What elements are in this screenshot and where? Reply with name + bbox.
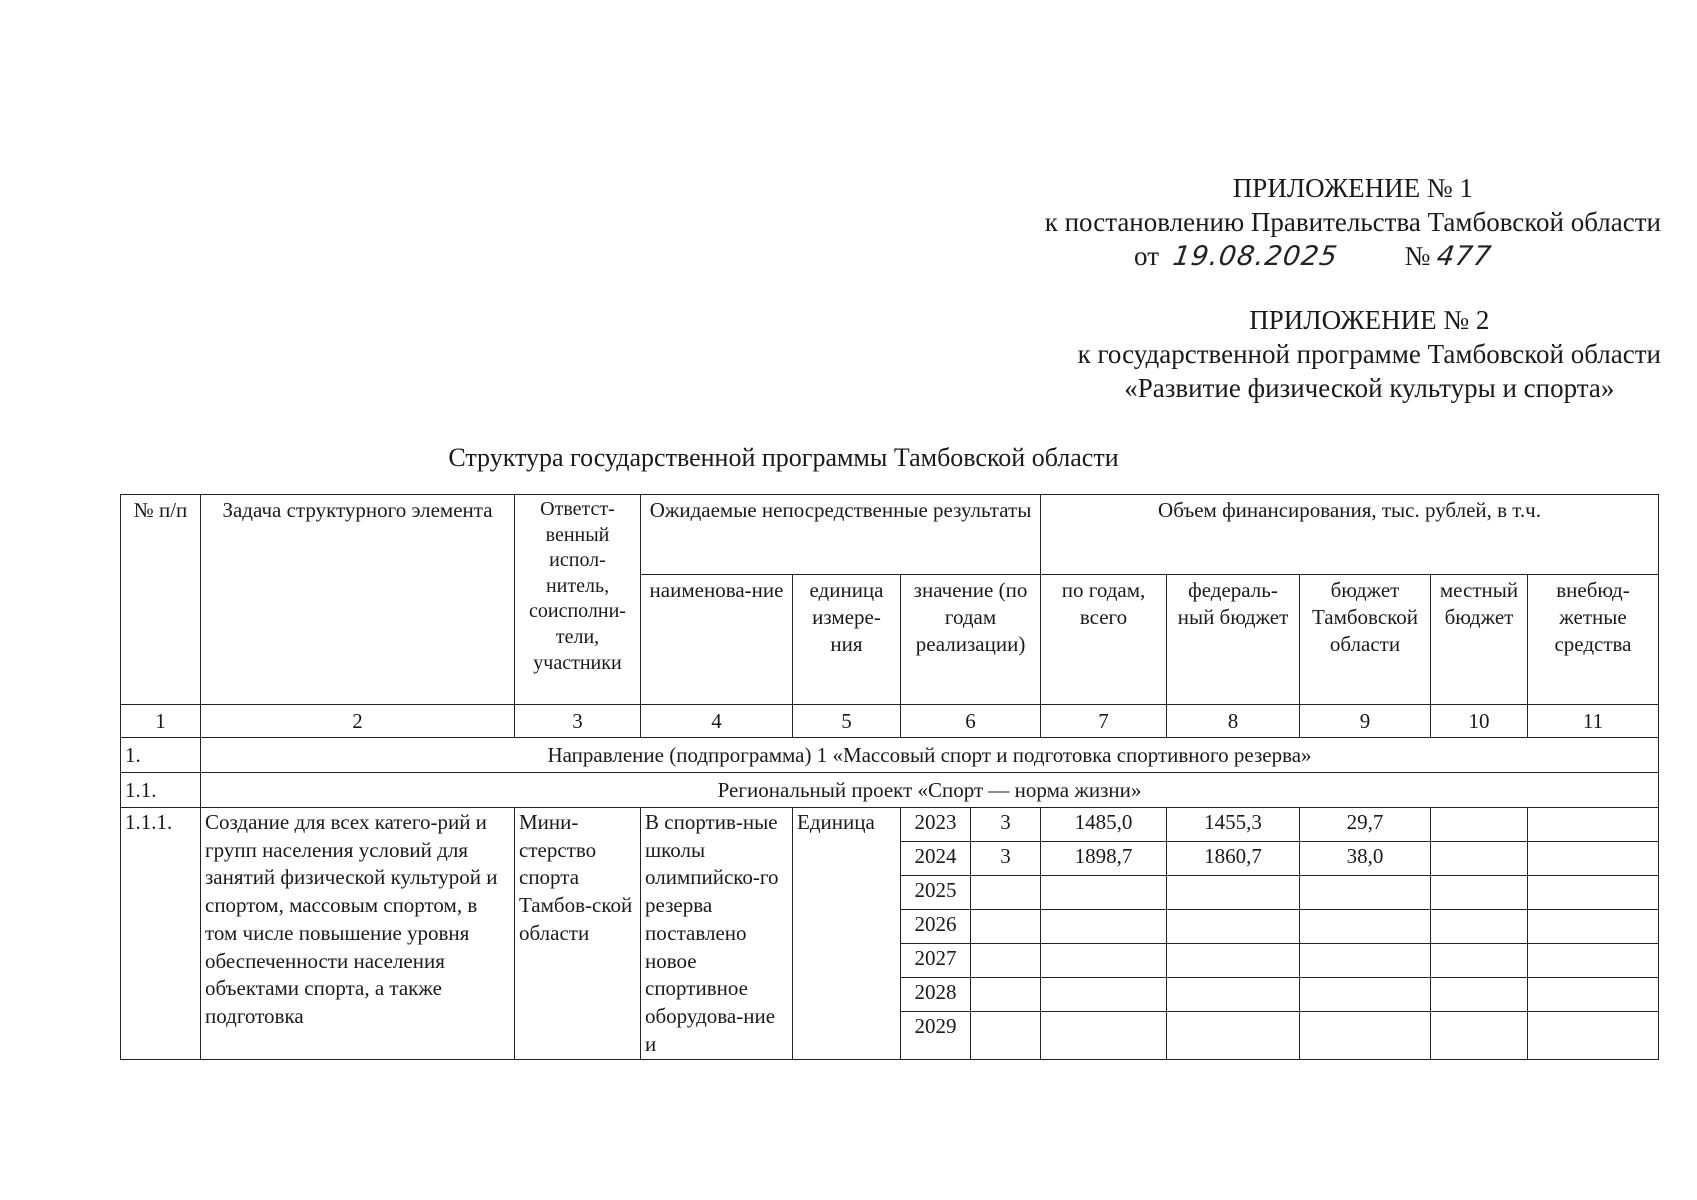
year-cell: 2024 (901, 842, 971, 876)
total-cell (1041, 944, 1167, 978)
column-number: 10 (1431, 705, 1528, 738)
total-cell (1041, 1012, 1167, 1060)
appendix-2-line-1: к государственной программе Тамбовской области (1077, 338, 1661, 369)
item-number: 1.1.1. (121, 808, 201, 1060)
federal-cell (1167, 1012, 1300, 1060)
header-regional: бюджет Тамбовской области (1300, 575, 1431, 705)
handwritten-date: 19.08.2025 (1170, 240, 1340, 272)
appendix-1-resolution-line: к постановлению Правительства Тамбовской области (1044, 206, 1661, 237)
local-cell (1431, 944, 1528, 978)
local-cell (1431, 978, 1528, 1012)
handwritten-number: 477 (1434, 240, 1494, 272)
local-cell (1431, 1012, 1528, 1060)
regional-cell: 29,7 (1300, 808, 1431, 842)
header-num: № п/п (121, 495, 201, 705)
item-responsible: Мини-стерство спорта Тамбов-ской области (515, 808, 641, 1060)
extra-cell (1528, 1012, 1659, 1060)
header-result-name: наименова-ние (641, 575, 793, 705)
year-cell: 2025 (901, 876, 971, 910)
federal-cell (1167, 910, 1300, 944)
appendix-2-block (1078, 304, 1661, 405)
local-cell (1431, 876, 1528, 910)
local-cell (1431, 842, 1528, 876)
header-responsible: Ответст-венный испол-нитель, соисполни-тели, участники (515, 495, 641, 705)
header-federal: федераль-ный бюджет (1167, 575, 1300, 705)
project-number: 1.1. (121, 773, 201, 808)
column-number: 5 (793, 705, 901, 738)
regional-cell (1300, 944, 1431, 978)
item-unit: Единица (793, 808, 901, 1060)
program-structure-table (120, 494, 1659, 1060)
appendix-2-title: ПРИЛОЖЕНИЕ № 2 (1249, 305, 1490, 335)
local-cell (1431, 910, 1528, 944)
year-cell: 2026 (901, 910, 971, 944)
direction-title: Направление (подпрограмма) 1 «Массовый спорт и подготовка спортивного резерва» (201, 738, 1659, 773)
value-cell (971, 876, 1041, 910)
extra-cell (1528, 944, 1659, 978)
column-number: 6 (901, 705, 1041, 738)
total-cell (1041, 910, 1167, 944)
regional-cell (1300, 1012, 1431, 1060)
direction-row (121, 738, 1659, 773)
header-value: значение (по годам реализации) (901, 575, 1041, 705)
item-result-name: В спортив-ные школы олимпийско-го резерва поставлено новое спортивное оборудова-ние и (641, 808, 793, 1060)
value-cell (971, 944, 1041, 978)
local-cell (1431, 808, 1528, 842)
extra-cell (1528, 876, 1659, 910)
column-number: 7 (1041, 705, 1167, 738)
appendix-1-date-line (1045, 240, 1661, 274)
federal-cell (1167, 944, 1300, 978)
extra-cell (1528, 808, 1659, 842)
total-cell: 1898,7 (1041, 842, 1167, 876)
total-cell (1041, 876, 1167, 910)
federal-cell: 1455,3 (1167, 808, 1300, 842)
extra-cell (1528, 842, 1659, 876)
appendix-2-line-2: «Развитие физической культуры и спорта» (1124, 372, 1615, 403)
project-row (121, 773, 1659, 808)
item-task: Создание для всех катего-рий и групп населения условий для занятий физической культурой и спортом, массовым спортом, в том числе повышение уровня обеспеченности населения объектами спорта, а также подготовка (201, 808, 515, 1060)
item-row-2023 (121, 808, 1659, 842)
federal-cell (1167, 978, 1300, 1012)
regional-cell: 38,0 (1300, 842, 1431, 876)
value-cell (971, 978, 1041, 1012)
project-title: Региональный проект «Спорт — норма жизни» (201, 773, 1659, 808)
column-number: 11 (1528, 705, 1659, 738)
extra-cell (1528, 910, 1659, 944)
appendix-1-block (1045, 172, 1661, 273)
column-number: 1 (121, 705, 201, 738)
year-cell: 2029 (901, 1012, 971, 1060)
column-number: 4 (641, 705, 793, 738)
regional-cell (1300, 978, 1431, 1012)
regional-cell (1300, 876, 1431, 910)
total-cell: 1485,0 (1041, 808, 1167, 842)
direction-number: 1. (121, 738, 201, 773)
column-number-row (121, 705, 1659, 738)
regional-cell (1300, 910, 1431, 944)
header-unit: единица измере-ния (793, 575, 901, 705)
column-number: 3 (515, 705, 641, 738)
federal-cell: 1860,7 (1167, 842, 1300, 876)
header-extra: внебюд-жетные средства (1528, 575, 1659, 705)
column-number: 9 (1300, 705, 1431, 738)
header-funding: Объем финансирования, тыс. рублей, в т.ч. (1041, 495, 1659, 575)
header-task: Задача структурного элемента (201, 495, 515, 705)
header-by-years: по годам, всего (1041, 575, 1167, 705)
federal-cell (1167, 876, 1300, 910)
header-expected-results: Ожидаемые непосредственные результаты (641, 495, 1041, 575)
document-title: Структура государственной программы Тамбовской области (448, 443, 1119, 472)
total-cell (1041, 978, 1167, 1012)
year-cell: 2027 (901, 944, 971, 978)
header-row-1 (121, 495, 1659, 575)
value-cell: 3 (971, 808, 1041, 842)
header-local: местный бюджет (1431, 575, 1528, 705)
column-number: 2 (201, 705, 515, 738)
extra-cell (1528, 978, 1659, 1012)
date-prefix: от (1134, 240, 1159, 271)
year-cell: 2028 (901, 978, 971, 1012)
number-prefix: № (1404, 240, 1431, 271)
year-cell: 2023 (901, 808, 971, 842)
column-number: 8 (1167, 705, 1300, 738)
value-cell: 3 (971, 842, 1041, 876)
value-cell (971, 910, 1041, 944)
value-cell (971, 1012, 1041, 1060)
appendix-1-title: ПРИЛОЖЕНИЕ № 1 (1232, 173, 1473, 203)
